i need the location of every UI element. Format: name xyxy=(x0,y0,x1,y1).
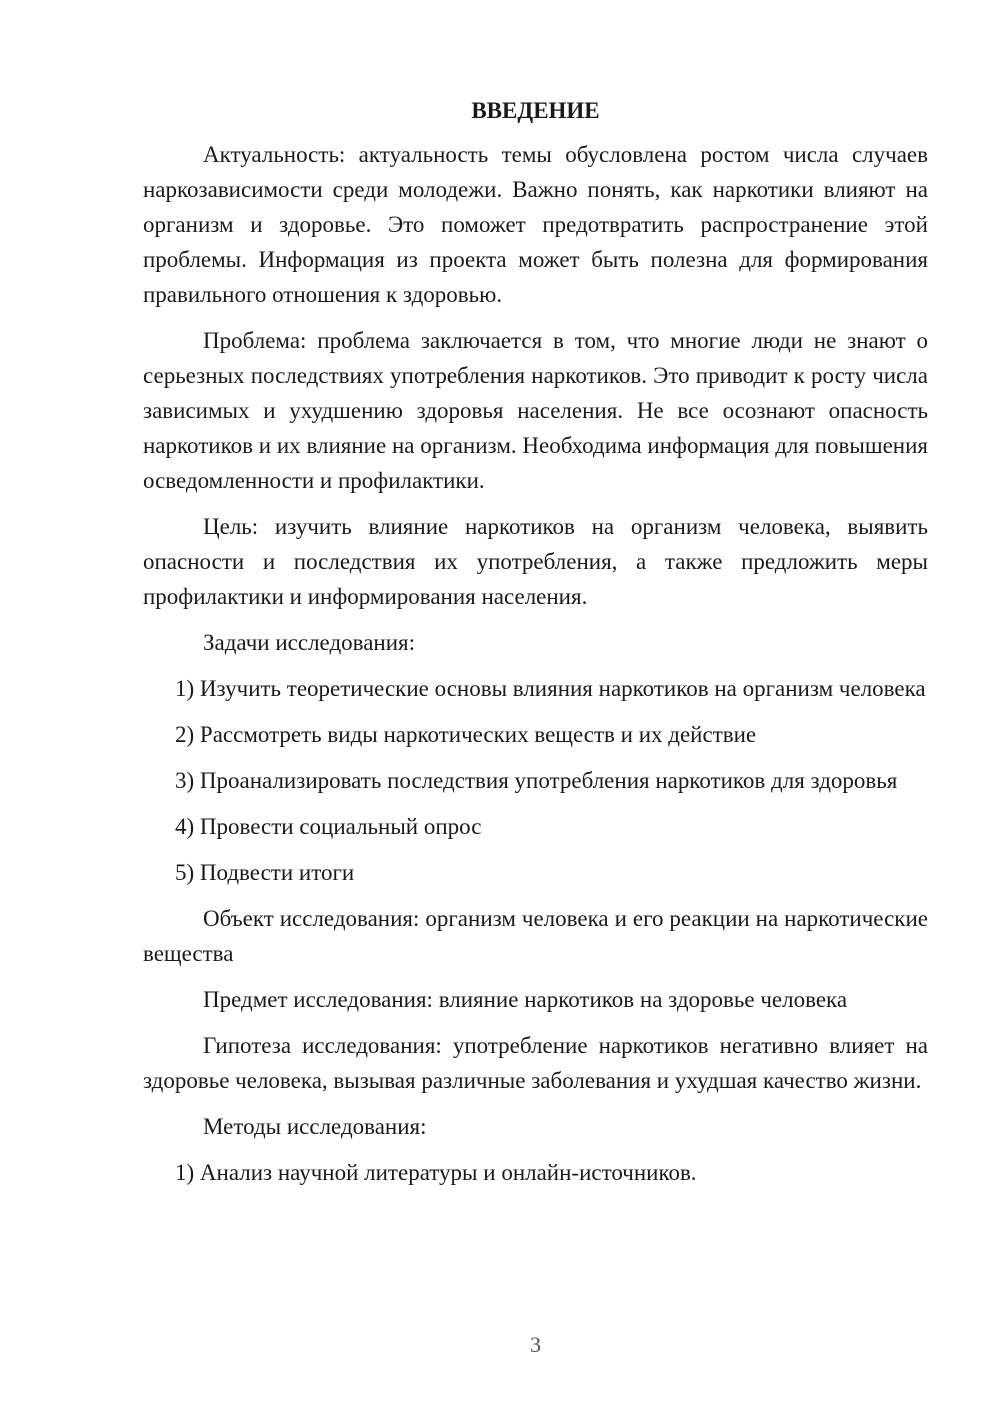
task-item: 4) Провести социальный опрос xyxy=(175,814,482,839)
task-item: 3) Проанализировать последствия употребления наркотиков для здоровья xyxy=(175,768,898,793)
paragraph-methods-label: Методы исследования: xyxy=(203,1114,427,1139)
paragraph-object: Объект исследования: организм человека и его реакции на наркотические вещества xyxy=(143,906,928,966)
task-item: 1) Изучить теоретические основы влияния наркотиков на организм человека xyxy=(175,676,926,701)
task-item: 5) Подвести итоги xyxy=(175,860,355,885)
paragraph-goal: Цель: изучить влияние наркотиков на организм человека, выявить опасности и последствия их употребления, а также предложить меры профилактики и информирования населения. xyxy=(143,514,928,609)
paragraph-tasks-label: Задачи исследования: xyxy=(203,630,416,655)
task-item: 2) Рассмотреть виды наркотических веществ и их действие xyxy=(175,722,757,747)
page-number: 3 xyxy=(530,1332,541,1357)
document-body xyxy=(143,96,928,1201)
paragraph-subject: Предмет исследования: влияние наркотиков на здоровье человека xyxy=(203,987,848,1012)
method-item: 1) Анализ научной литературы и онлайн-источников. xyxy=(175,1160,697,1185)
paragraph-problem: Проблема: проблема заключается в том, что многие люди не знают о серьезных последствиях употребления наркотиков. Это приводит к росту числа зависимых и ухудшению здоровья населения. Не все осознают опасность наркотиков и их влияние на организм. Необходима информация для повышения осведомленности и профилактики. xyxy=(143,328,928,493)
section-heading: ВВЕДЕНИЕ xyxy=(471,98,600,123)
paragraph-hypothesis: Гипотеза исследования: употребление наркотиков негативно влияет на здоровье человека, вызывая различные заболевания и ухудшая качество жизни. xyxy=(143,1033,928,1093)
paragraph-relevance: Актуальность: актуальность темы обусловлена ростом числа случаев наркозависимости среди молодежи. Важно понять, как наркотики влияют на организм и здоровье. Это поможет предотвратить распространение этой проблемы. Информация из проекта может быть полезна для формирования правильного отношения к здоровью. xyxy=(143,142,928,307)
